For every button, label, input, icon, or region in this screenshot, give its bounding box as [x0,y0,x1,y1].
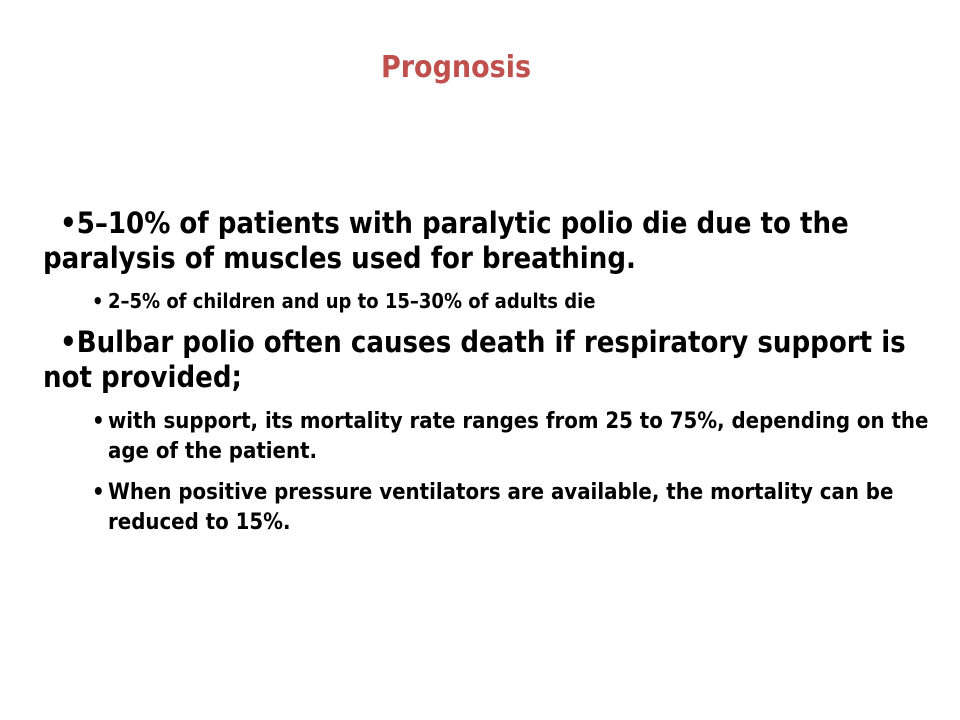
bullet-icon: • [60,325,77,359]
slide-content [43,206,938,549]
sub-bullet-point-3 [43,478,938,538]
bullet-icon: • [92,480,105,505]
bullet-text: Bulbar polio often causes death if respiratory support is not provided; [43,325,906,394]
bullet-icon: • [92,409,105,434]
bullet-text: 5–10% of patients with paralytic polio die due to the paralysis of muscles used for breathing. [43,206,849,275]
bullet-icon: • [60,206,77,240]
sub-bullet-point-1 [43,288,938,314]
sub-bullet-text: with support, its mortality rate ranges from 25 to 75%, depending on the age of the patient. [108,409,929,464]
bullet-point-2 [43,325,938,395]
sub-bullet-point-2 [43,407,938,467]
sub-bullet-text: When positive pressure ventilators are available, the mortality can be reduced to 15%. [108,480,894,535]
bullet-icon: • [92,289,104,313]
bullet-point-1 [43,206,938,276]
sub-bullet-text: 2–5% of children and up to 15–30% of adults die [108,289,596,313]
slide-title: Prognosis [380,50,532,85]
